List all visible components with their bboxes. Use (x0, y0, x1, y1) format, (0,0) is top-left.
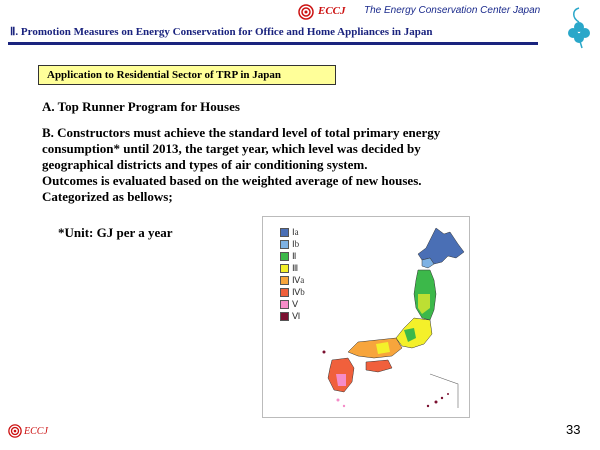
clover-logo-icon (562, 4, 596, 50)
paragraph-line: consumption* until 2013, the target year, which level was decided by (42, 141, 421, 156)
point-a: A. Top Runner Program for Houses (42, 99, 240, 114)
okinawa-inset-border (430, 374, 458, 408)
footer-logo-icon (8, 424, 22, 438)
island-marker (447, 393, 449, 395)
legend-item: Ⅳa (280, 274, 305, 286)
paragraph-line: B. Constructors must achieve the standard level of total primary energy (42, 125, 441, 140)
legend-item: Ⅵ (280, 310, 305, 322)
footer-brand: ECCJ (24, 426, 48, 437)
legend-swatch (280, 252, 289, 261)
legend-item: Ⅳb (280, 286, 305, 298)
legend-swatch (280, 300, 289, 309)
shikoku-region (366, 360, 392, 372)
map-legend (280, 226, 305, 322)
page-number: 33 (566, 422, 581, 437)
island-marker (337, 399, 340, 402)
honshu-west-region (348, 338, 402, 358)
legend-swatch (280, 288, 289, 297)
point-b-paragraph (42, 125, 542, 205)
title-divider (8, 42, 538, 45)
legend-item: Ⅰa (280, 226, 305, 238)
island-marker (323, 351, 326, 354)
legend-item: Ⅲ (280, 262, 305, 274)
legend-item: Ⅴ (280, 298, 305, 310)
legend-item: Ⅱ (280, 250, 305, 262)
eccj-logo-icon (298, 4, 314, 20)
slide-title: Ⅱ. Promotion Measures on Energy Conservation for Office and Home Appliances in Japan (10, 26, 433, 38)
island-marker (441, 397, 443, 399)
island-marker (435, 401, 438, 404)
section-callout: Application to Residential Sector of TRP in Japan (38, 65, 336, 85)
paragraph-line: Categorized as bellows; (42, 189, 173, 204)
hokkaido-region (418, 228, 464, 264)
legend-swatch (280, 276, 289, 285)
japan-map (318, 224, 468, 414)
unit-note: *Unit: GJ per a year (58, 225, 173, 240)
legend-item: Ⅰb (280, 238, 305, 250)
paragraph-line: geographical districts and types of air conditioning system. (42, 157, 368, 172)
header-brand: ECCJ (318, 5, 346, 17)
legend-swatch (280, 312, 289, 321)
island-marker (427, 405, 429, 407)
legend-swatch (280, 228, 289, 237)
legend-swatch (280, 240, 289, 249)
legend-swatch (280, 264, 289, 273)
paragraph-line: Outcomes is evaluated based on the weighted average of new houses. (42, 173, 422, 188)
header-organization: The Energy Conservation Center Japan (364, 5, 541, 16)
island-marker (343, 405, 345, 407)
